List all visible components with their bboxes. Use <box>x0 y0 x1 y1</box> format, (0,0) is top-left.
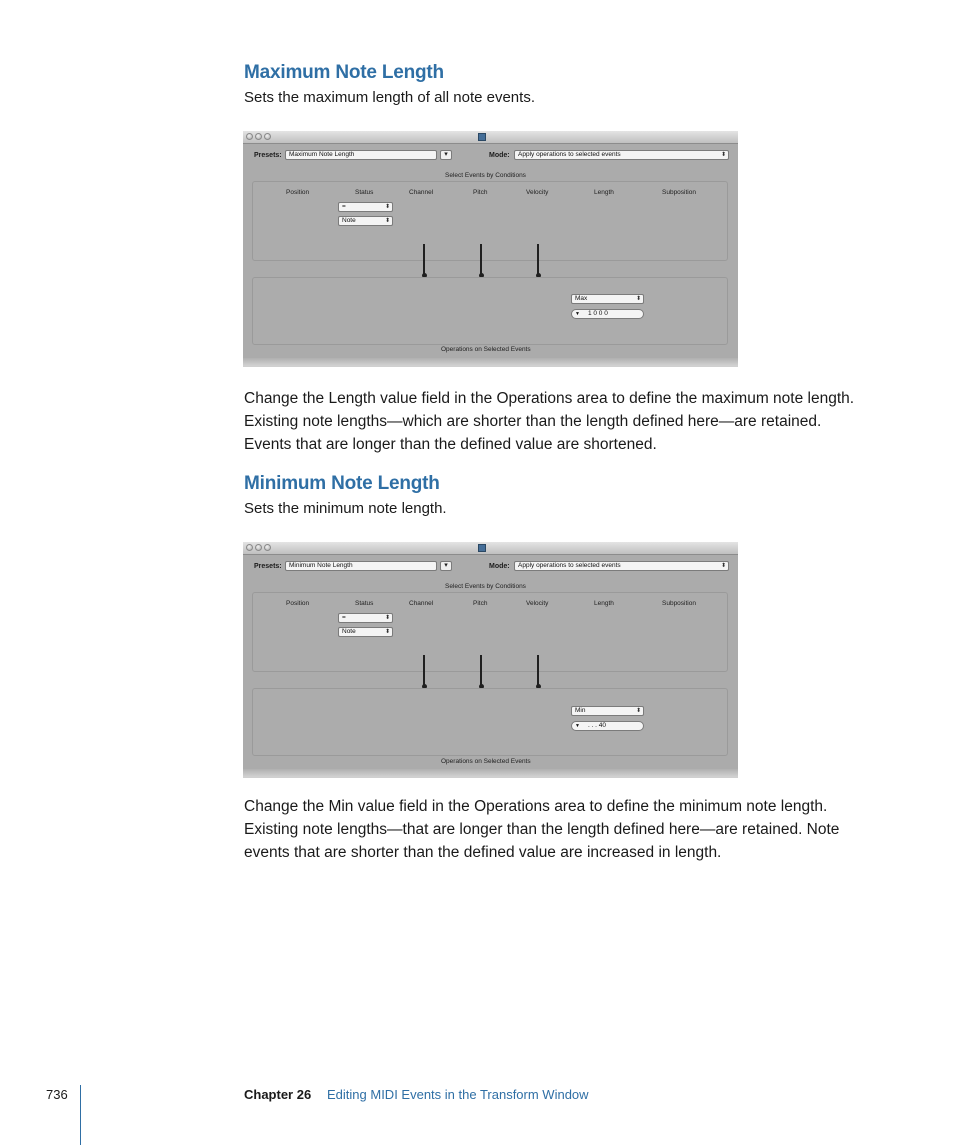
status-value: Note <box>342 217 356 224</box>
updown-arrows-icon: ⬍ <box>720 152 726 158</box>
window-titlebar <box>243 542 738 555</box>
paragraph-line: events that are shorter than the defined value are increased in length. <box>244 844 722 861</box>
minimize-window-icon[interactable] <box>255 133 262 140</box>
footer-divider <box>80 1085 81 1145</box>
column-pitch: Pitch <box>473 600 488 607</box>
column-velocity: Velocity <box>526 600 549 607</box>
paragraph-line: Existing note lengths—that are longer than the length defined here—are retained. Note <box>244 821 840 838</box>
decrement-arrow-icon[interactable]: ▼ <box>575 723 580 729</box>
conditions-panel <box>252 181 728 261</box>
window-titlebar <box>243 131 738 144</box>
presets-value: Minimum Note Length <box>289 562 353 569</box>
column-position: Position <box>286 600 310 607</box>
operations-panel <box>252 688 728 756</box>
length-value-field[interactable] <box>571 721 644 731</box>
updown-arrows-icon: ⬍ <box>635 296 641 302</box>
conditions-title: Select Events by Conditions <box>445 583 526 590</box>
status-value: Note <box>342 628 356 635</box>
presets-dropdown-button[interactable]: ▾ <box>440 561 452 571</box>
section1-paragraph <box>244 387 884 456</box>
status-operator-select[interactable] <box>338 202 393 212</box>
presets-label: Presets: <box>254 152 282 159</box>
updown-arrows-icon: ⬍ <box>384 629 390 635</box>
conditions-panel <box>252 592 728 672</box>
status-operator-value: = <box>342 614 346 621</box>
updown-arrows-icon: ⬍ <box>635 708 641 714</box>
column-pitch: Pitch <box>473 189 488 196</box>
length-value: 1 0 0 0 <box>587 310 608 317</box>
window-bottom-edge <box>243 358 738 366</box>
paragraph-line: Events that are longer than the defined value are shortened. <box>244 436 657 453</box>
presets-dropdown-button[interactable]: ▾ <box>440 150 452 160</box>
paragraph-line: Change the Length value field in the Operations area to define the maximum note length. <box>244 390 855 407</box>
minimize-window-icon[interactable] <box>255 544 262 551</box>
updown-arrows-icon: ⬍ <box>384 218 390 224</box>
mode-select[interactable] <box>514 150 729 160</box>
updown-arrows-icon: ⬍ <box>384 204 390 210</box>
decrement-arrow-icon[interactable]: ▼ <box>575 311 580 317</box>
transform-window-screenshot-min <box>243 542 738 777</box>
length-operation-select[interactable] <box>571 294 644 304</box>
length-operation-value: Min <box>575 707 586 714</box>
column-length: Length <box>594 600 614 607</box>
mode-value: Apply operations to selected events <box>518 151 621 158</box>
column-status: Status <box>355 189 374 196</box>
section-subtitle: Sets the maximum length of all note events. <box>244 89 535 106</box>
column-velocity: Velocity <box>526 189 549 196</box>
length-operation-select[interactable] <box>571 706 644 716</box>
page-number: 736 <box>46 1087 68 1102</box>
column-subposition: Subposition <box>662 600 696 607</box>
window-bottom-edge <box>243 769 738 777</box>
length-operation-value: Max <box>575 295 588 302</box>
status-value-select[interactable] <box>338 216 393 226</box>
presets-field[interactable] <box>285 561 437 571</box>
column-subposition: Subposition <box>662 189 696 196</box>
status-operator-value: = <box>342 203 346 210</box>
section-subtitle: Sets the minimum note length. <box>244 500 447 517</box>
status-operator-select[interactable] <box>338 613 393 623</box>
presets-value: Maximum Note Length <box>289 151 355 158</box>
paragraph-line: Existing note lengths—which are shorter than the length defined here—are retained. <box>244 413 822 430</box>
transform-window-icon <box>478 544 486 552</box>
transform-window-screenshot-max <box>243 131 738 366</box>
mode-value: Apply operations to selected events <box>518 562 621 569</box>
updown-arrows-icon: ⬍ <box>384 615 390 621</box>
column-length: Length <box>594 189 614 196</box>
mode-label: Mode: <box>489 563 510 570</box>
operations-panel <box>252 277 728 345</box>
section-heading-maximum-note-length: Maximum Note Length <box>244 62 444 83</box>
close-window-icon[interactable] <box>246 544 253 551</box>
length-value: . . . 40 <box>587 722 607 729</box>
presets-label: Presets: <box>254 563 282 570</box>
conditions-title: Select Events by Conditions <box>445 172 526 179</box>
presets-field[interactable] <box>285 150 437 160</box>
column-status: Status <box>355 600 374 607</box>
length-value-field[interactable] <box>571 309 644 319</box>
updown-arrows-icon: ⬍ <box>720 563 726 569</box>
column-position: Position <box>286 189 310 196</box>
zoom-window-icon[interactable] <box>264 544 271 551</box>
section2-paragraph <box>244 795 884 864</box>
mode-label: Mode: <box>489 152 510 159</box>
paragraph-line: Change the Min value field in the Operations area to define the minimum note length. <box>244 798 828 815</box>
mode-select[interactable] <box>514 561 729 571</box>
chapter-title: Editing MIDI Events in the Transform Window <box>327 1087 589 1102</box>
status-value-select[interactable] <box>338 627 393 637</box>
column-channel: Channel <box>409 600 434 607</box>
column-channel: Channel <box>409 189 434 196</box>
zoom-window-icon[interactable] <box>264 133 271 140</box>
operations-title: Operations on Selected Events <box>441 758 531 765</box>
chapter-label: Chapter 26 <box>244 1087 312 1102</box>
operations-title: Operations on Selected Events <box>441 346 531 353</box>
transform-window-icon <box>478 133 486 141</box>
close-window-icon[interactable] <box>246 133 253 140</box>
section-heading-minimum-note-length: Minimum Note Length <box>244 473 440 494</box>
